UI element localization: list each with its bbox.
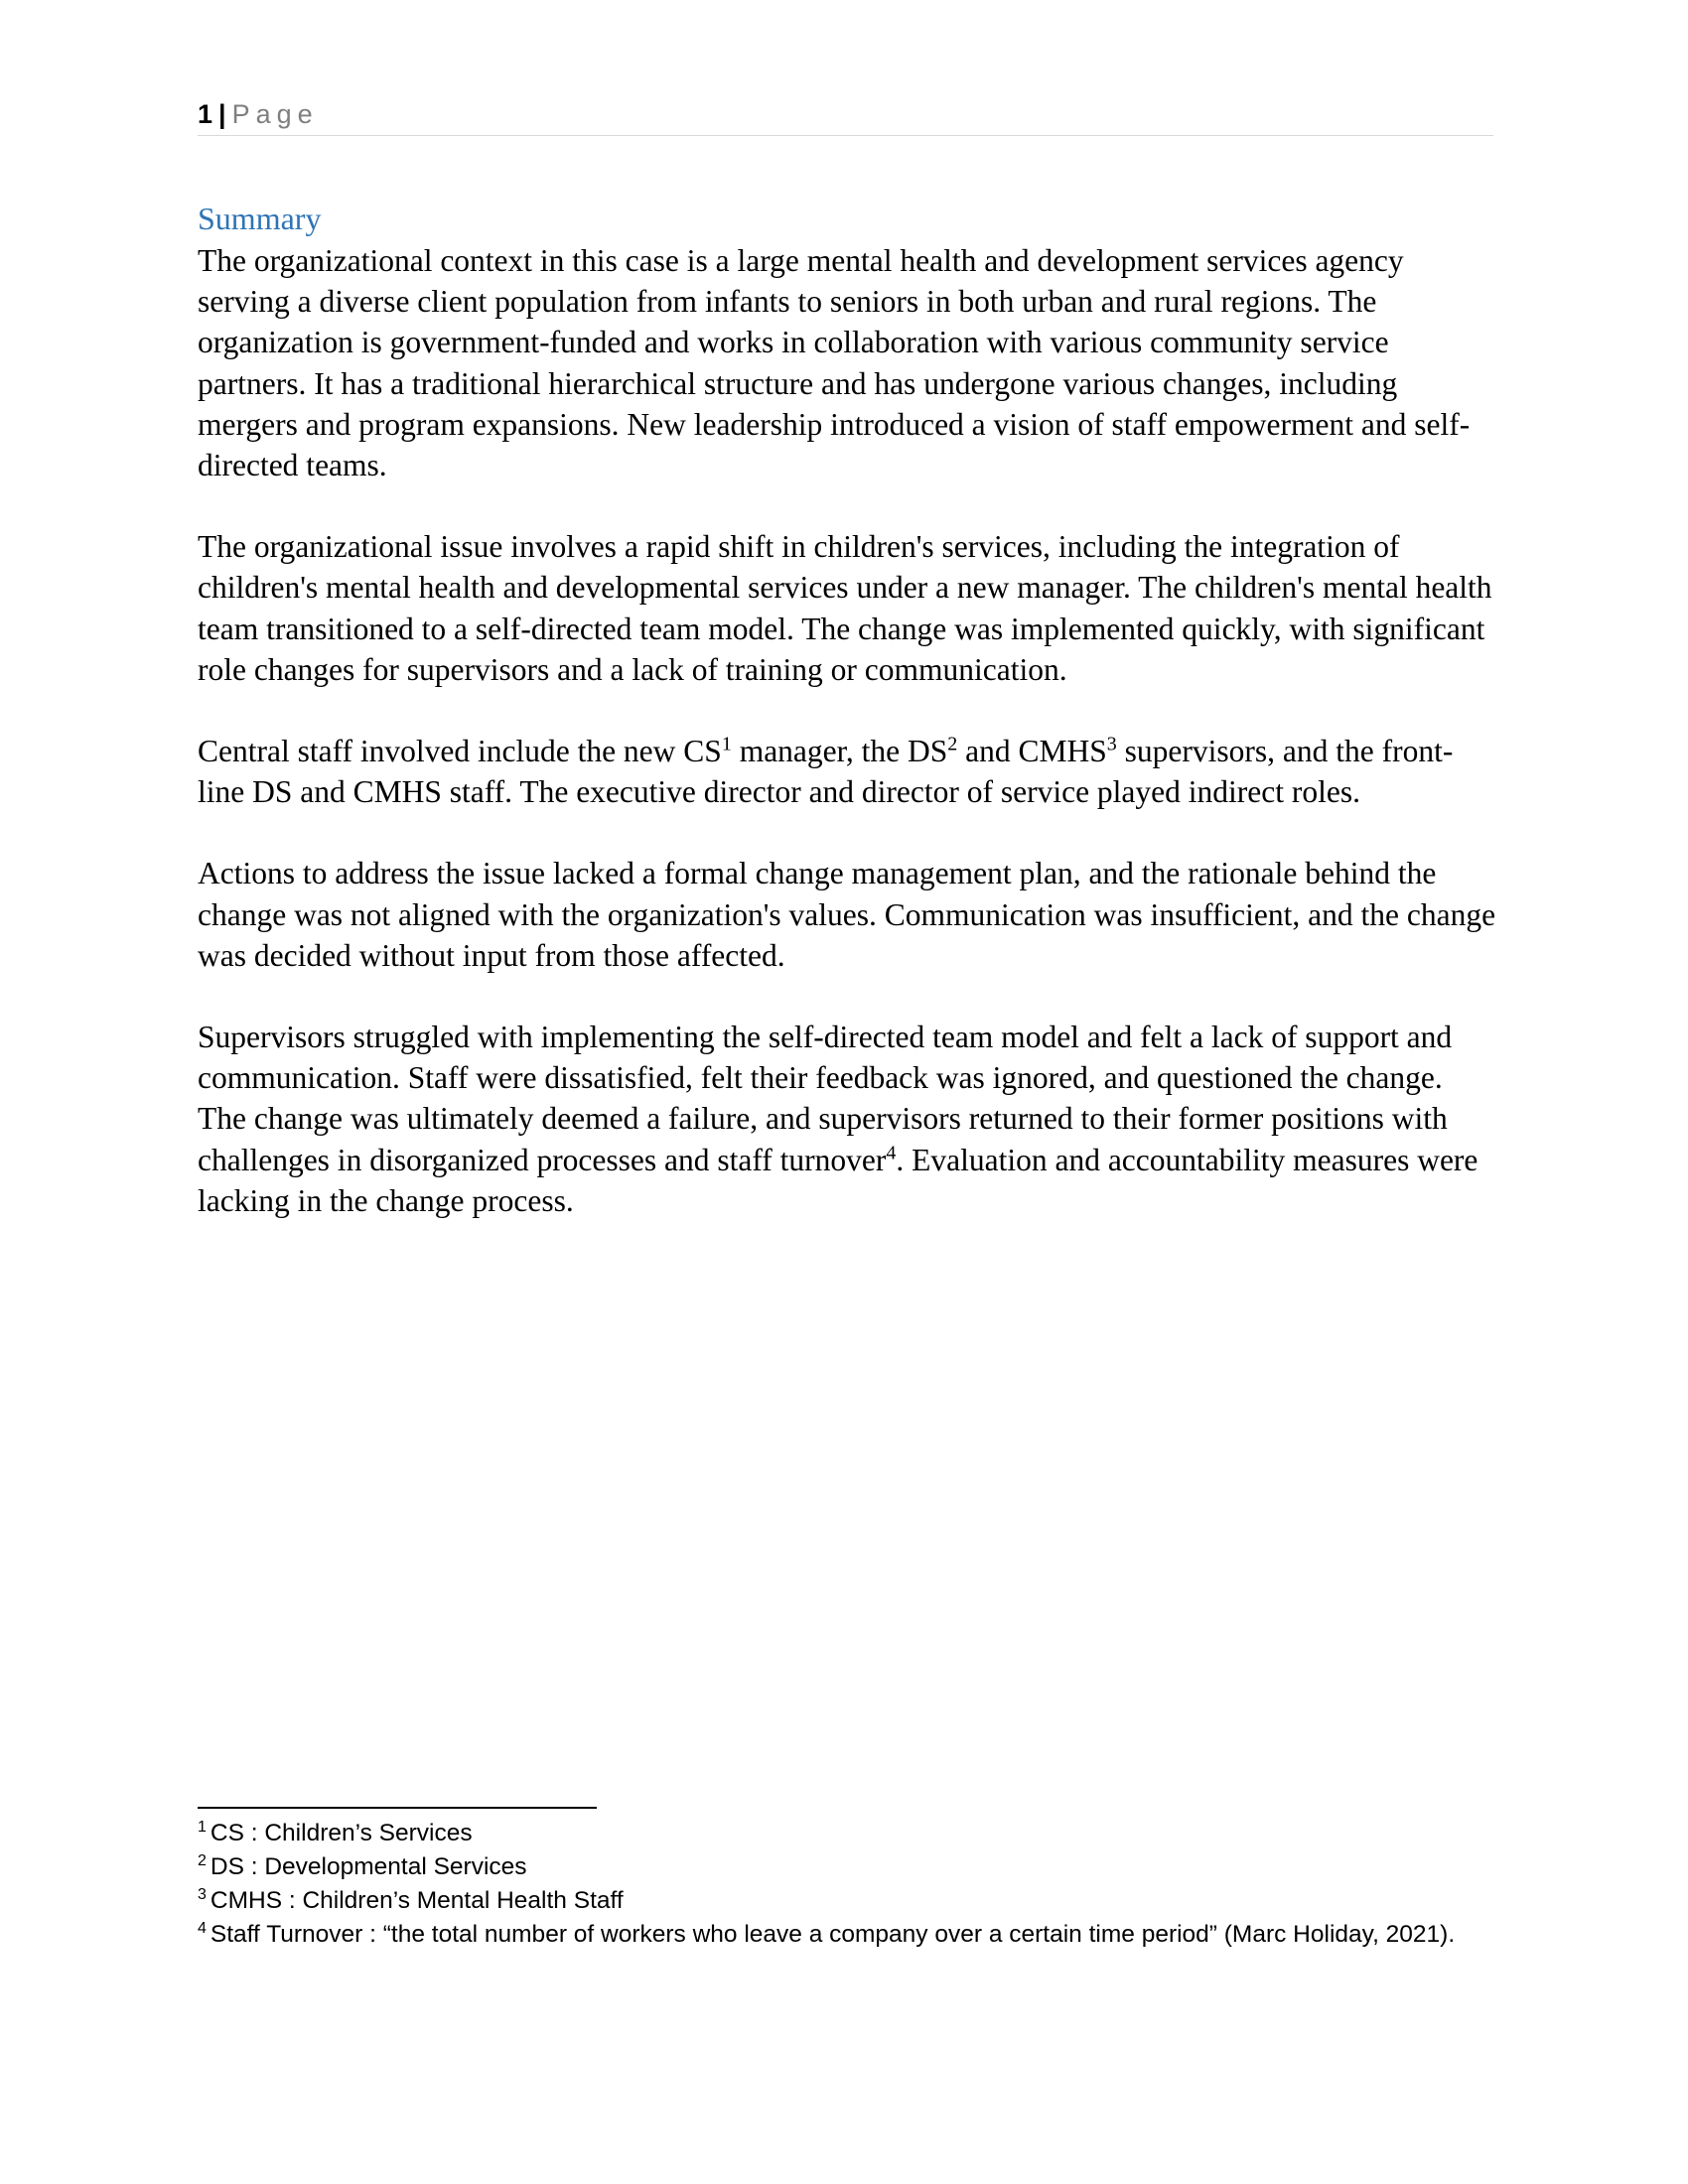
paragraph-staff <box>198 731 1498 812</box>
page-header <box>198 95 1493 136</box>
paragraph-staff-text-3: and CMHS <box>957 734 1107 769</box>
footnote-1-text: CS : Children’s Services <box>210 1820 473 1846</box>
paragraph-staff-text-2: manager, the DS <box>731 734 948 769</box>
footnote-separator <box>198 1807 597 1809</box>
footnote-2 <box>198 1850 1498 1884</box>
footnote-4 <box>198 1918 1498 1952</box>
document-body <box>198 197 1498 1262</box>
footnote-1 <box>198 1817 1498 1850</box>
footnote-1-mark: 1 <box>198 1818 207 1836</box>
paragraph-staff-text-1: Central staff involved include the new CS <box>198 734 722 769</box>
footnotes <box>198 1817 1498 1952</box>
footnote-3 <box>198 1884 1498 1918</box>
footnote-3-text: CMHS : Children’s Mental Health Staff <box>210 1887 624 1914</box>
page-label: Page <box>231 99 319 129</box>
section-heading: Summary <box>198 201 322 236</box>
paragraph-outcome <box>198 1017 1498 1221</box>
paragraph-actions: Actions to address the issue lacked a formal change management plan, and the rationale behind the change was not aligned with the organization's values. Communication was insufficient, and the change was decided without input from those affected. <box>198 856 1496 973</box>
page-header-separator: | <box>218 99 226 129</box>
footnote-ref-1: 1 <box>721 733 732 755</box>
paragraph-issue: The organizational issue involves a rapid shift in children's services, including the integration of children's mental health and developmental services under a new manager. The children's mental health team transitioned to a self-directed team model. The change was implemented quickly, with significant role changes for supervisors and a lack of training or communication. <box>198 529 1492 687</box>
footnote-2-mark: 2 <box>198 1851 207 1869</box>
footnote-4-text: Staff Turnover : “the total number of workers who leave a company over a certain time period” (Marc Holiday, 2021). <box>210 1921 1456 1948</box>
footnote-ref-2: 2 <box>947 733 958 755</box>
paragraph-context: The organizational context in this case is a large mental health and development services agency serving a diverse client population from infants to seniors in both urban and rural regions. The organization is government-funded and works in collaboration with various community service partners. It has a traditional hierarchical structure and has undergone various changes, including mergers and program expansions. New leadership introduced a vision of staff empowerment and self-directed teams. <box>198 243 1471 483</box>
paragraph-outcome-text-1: Supervisors struggled with implementing the self-directed team model and felt a lack of support and communication. Staff were dissatisfied, felt their feedback was ignored, and questioned the change. The change was ultimately deemed a failure, and supervisors returned to their former positions with challenges in disorganized processes and staff turnover <box>198 1020 1453 1177</box>
paragraph-staff-text-4: supervisors, and the front-line DS and CMHS staff. The executive director and director of service played indirect roles. <box>198 734 1454 810</box>
footnote-3-mark: 3 <box>198 1885 207 1903</box>
paragraph-outcome-text-2: . Evaluation and accountability measures were lacking in the change process. <box>198 1142 1478 1218</box>
footnote-2-text: DS : Developmental Services <box>210 1853 527 1880</box>
page-number: 1 <box>198 99 213 129</box>
footnote-4-mark: 4 <box>198 1919 207 1937</box>
footnote-ref-4: 4 <box>886 1142 897 1164</box>
footnote-ref-3: 3 <box>1106 733 1117 755</box>
